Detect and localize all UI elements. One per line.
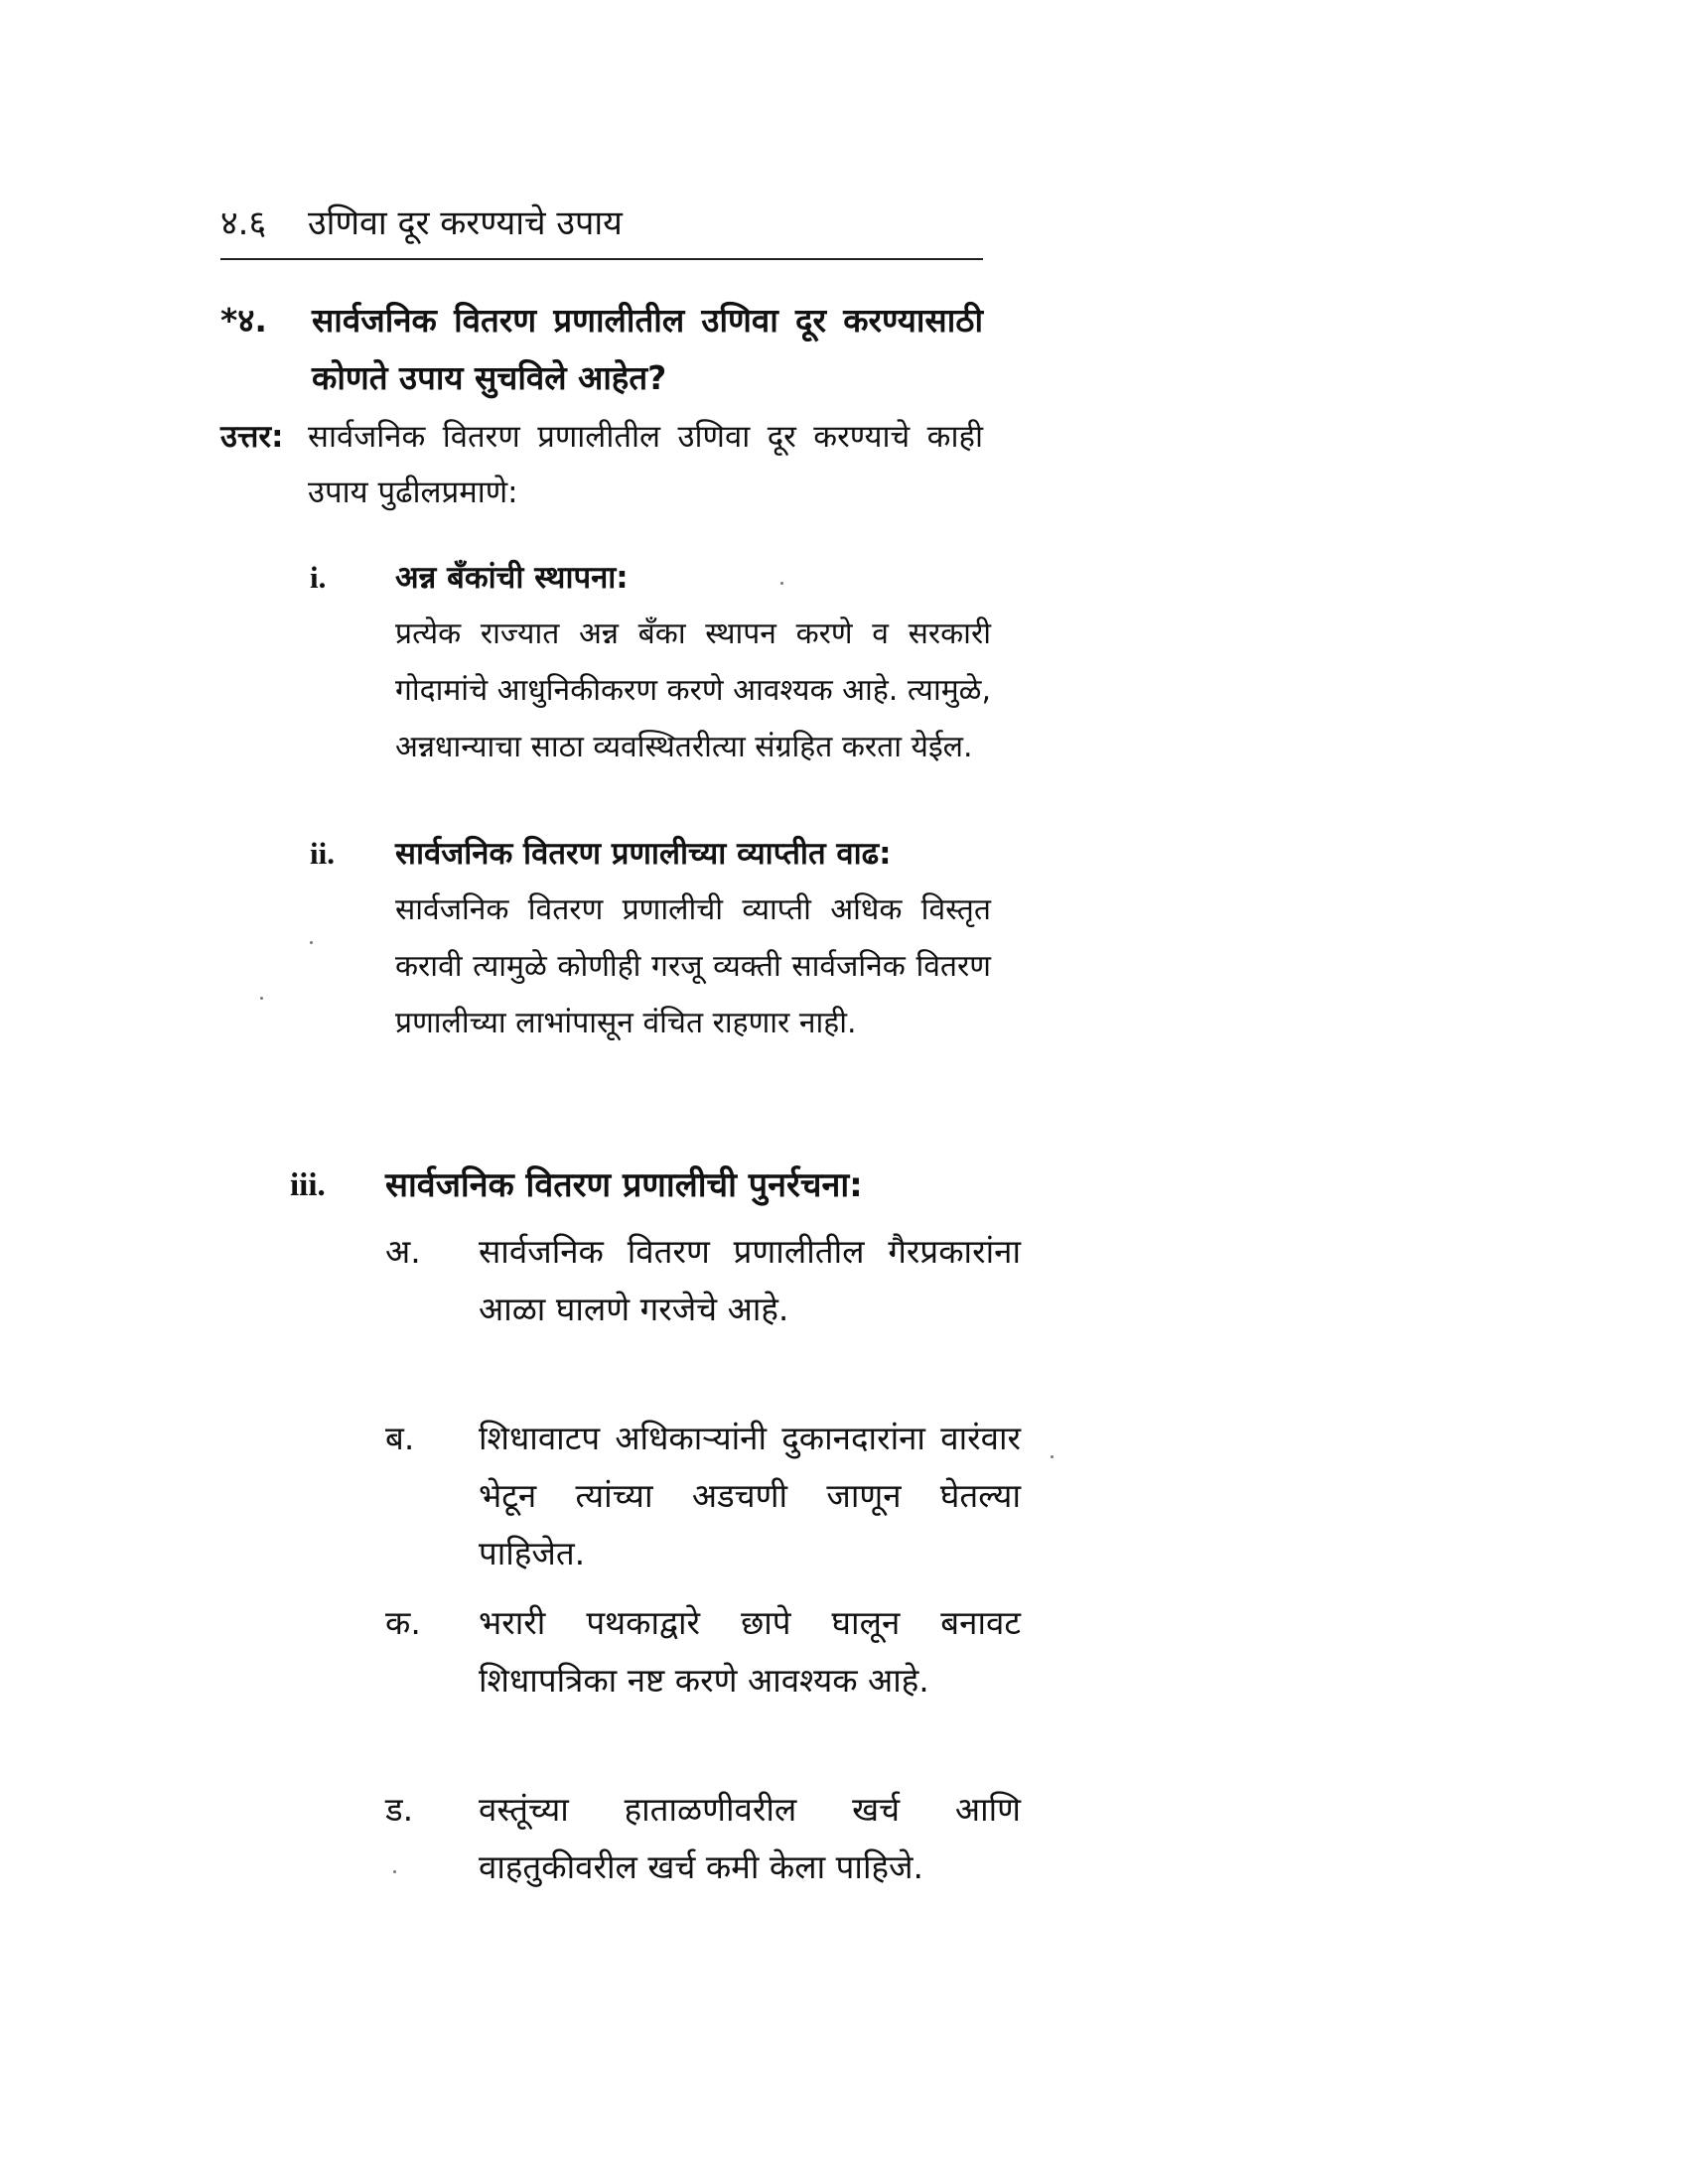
sub-item xyxy=(385,1781,1021,1896)
list-item xyxy=(310,550,1005,775)
item-number: ii. xyxy=(310,836,335,871)
section-number: ४.६ xyxy=(220,204,267,243)
scan-speck xyxy=(260,997,263,1000)
item-title: सार्वजनिक वितरण प्रणालीची पुनर्रचना: xyxy=(385,1165,863,1205)
section-title: उणिवा दूर करण्याचे उपाय xyxy=(308,204,623,243)
sub-item xyxy=(385,1594,1021,1709)
sub-item-text: भरारी पथकाद्वारे छापे घालून बनावट शिधापत्रिका नष्ट करणे आवश्यक आहे. xyxy=(479,1603,1021,1700)
item-body: प्रत्येक राज्यात अन्न बँका स्थापन करणे व सरकारी गोदामांचे आधुनिकीकरण करणे आवश्यक आहे. त्यामुळे, अन्नधान्याचा साठा व्यवस्थितरीत्या संग्रहित करता येईल. xyxy=(395,616,991,764)
scan-speck xyxy=(310,941,313,944)
scan-speck xyxy=(780,582,783,585)
heading-divider xyxy=(220,258,983,260)
sub-item-text: शिधावाटप अधिकाऱ्यांनी दुकानदारांना वारंवार भेटून त्यांच्या अडचणी जाणून घेतल्या पाहिजेत. xyxy=(479,1419,1021,1572)
question-block xyxy=(220,292,983,407)
item-number: iii. xyxy=(290,1167,326,1203)
item-number: i. xyxy=(310,560,327,595)
section-heading xyxy=(220,199,975,248)
sub-item-label: अ. xyxy=(385,1232,421,1271)
item-title: सार्वजनिक वितरण प्रणालीच्या व्याप्तीत वाढ: xyxy=(395,836,892,872)
sub-item xyxy=(385,1223,1021,1338)
item-title: अन्न बँकांची स्थापना: xyxy=(395,560,629,596)
question-number: *४. xyxy=(220,301,267,340)
sub-item-label: क. xyxy=(385,1603,421,1642)
list-item xyxy=(290,1158,1045,1213)
answer-block xyxy=(220,409,983,520)
item-body: सार्वजनिक वितरण प्रणालीची व्याप्ती अधिक विस्तृत करावी त्यामुळे कोणीही गरजू व्यक्ती सार्वजनिक वितरण प्रणालीच्या लाभांपासून वंचित राहणार नाही. xyxy=(395,892,991,1040)
question-text: सार्वजनिक वितरण प्रणालीतील उणिवा दूर करण्यासाठी कोणते उपाय सुचविले आहेत? xyxy=(312,301,983,397)
answer-intro: सार्वजनिक वितरण प्रणालीतील उणिवा दूर करण्याचे काही उपाय पुढीलप्रमाणे: xyxy=(308,419,983,510)
sub-item xyxy=(385,1410,1021,1582)
sub-item-text: वस्तूंच्या हाताळणीवरील खर्च आणि वाहतुकीवरील खर्च कमी केला पाहिजे. xyxy=(479,1790,1021,1886)
scan-speck xyxy=(1051,1455,1054,1458)
scan-speck xyxy=(393,1870,396,1873)
sub-item-label: ब. xyxy=(385,1419,415,1457)
list-item xyxy=(310,826,1005,1051)
sub-item-label: ड. xyxy=(385,1790,414,1829)
answer-label: उत्तर: xyxy=(220,419,284,455)
sub-item-text: सार्वजनिक वितरण प्रणालीतील गैरप्रकारांना आळा घालणे गरजेचे आहे. xyxy=(479,1232,1021,1328)
